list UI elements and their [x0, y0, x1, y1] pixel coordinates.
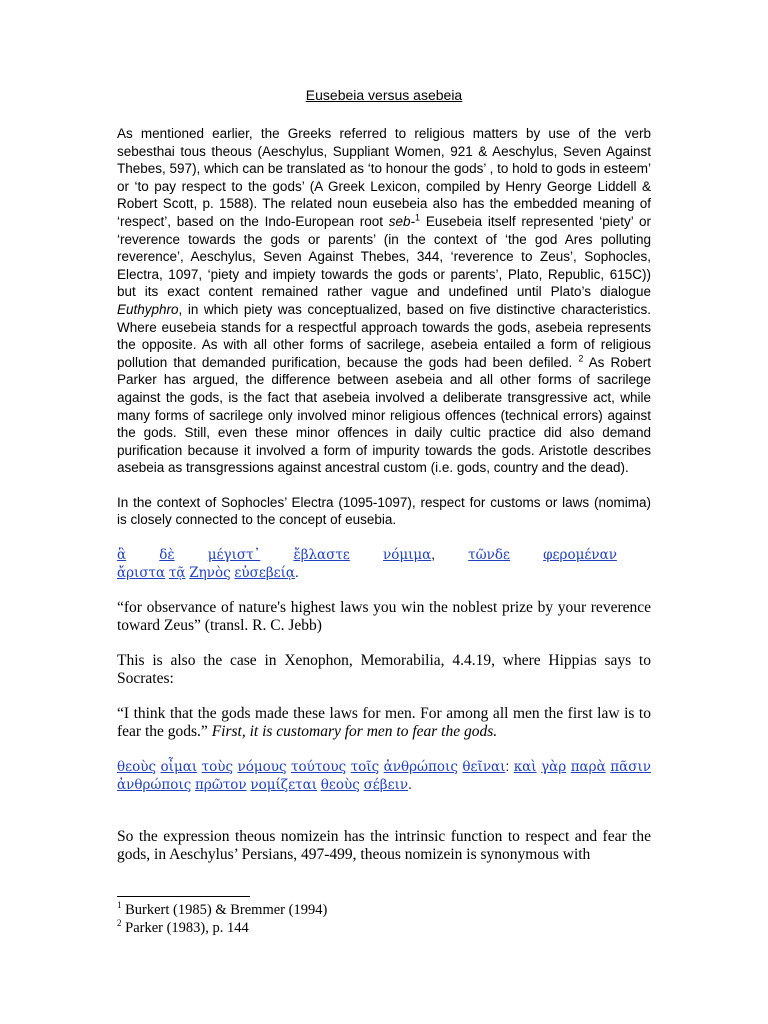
- greek-word-link[interactable]: παρὰ: [570, 759, 606, 776]
- greek-word-link[interactable]: τούτους: [291, 759, 347, 776]
- quote-hippias-italic: First, it is customary for men to fear the gods.: [211, 723, 498, 741]
- greek-line-3: [117, 758, 651, 776]
- greek-comma: ,: [431, 547, 436, 563]
- quote-jebb: “for observance of nature's highest laws you win the noblest prize by your reverence toward Zeus” (transl. R. C. Jebb): [117, 599, 651, 635]
- greek-word-link[interactable]: νόμιμα: [382, 547, 432, 564]
- footnotes: [117, 901, 327, 937]
- greek-line-2: [117, 564, 651, 582]
- greek-word-link[interactable]: πρῶτον: [195, 777, 247, 794]
- greek-quote-xenophon: [117, 758, 651, 794]
- greek-quote-electra: [117, 546, 651, 582]
- greek-word-link[interactable]: ἔβλαστε: [293, 547, 350, 564]
- greek-word-link[interactable]: νομίζεται: [250, 777, 317, 794]
- greek-word-link[interactable]: ἃ: [117, 547, 127, 564]
- greek-word-link[interactable]: εὐσεβείᾳ: [234, 565, 296, 582]
- greek-line-4: [117, 776, 651, 794]
- greek-line-1: [117, 546, 651, 564]
- greek-word-link[interactable]: μέγιστ᾽: [207, 547, 261, 564]
- greek-word-link[interactable]: Ζηνὸς: [189, 565, 231, 582]
- para1-text-a: As mentioned earlier, the Greeks referred to religious matters by use of the verb sebesthai tous theous (Aeschylus, Suppliant Women, 921 & Aeschylus, Seven Against Thebes, 597), which can be translated as ‘to honour the gods’ , to hold to gods in esteem’ or ‘to pay respect to the gods’ (A Greek Lexicon, compiled by Henry George Liddell & Robert Scott, p. 1588). The related noun eusebeia also has the embedded meaning of ‘respect’, based on the Indo-European root: [117, 126, 651, 229]
- greek-word-link[interactable]: θεῖναι: [462, 759, 506, 776]
- footnote-text: Parker (1983), p. 144: [121, 920, 249, 936]
- footnote-number: 2: [117, 918, 122, 929]
- paragraph-xenophon: This is also the case in Xenophon, Memorabilia, 4.4.19, where Hippias says to Socrates:: [117, 652, 651, 688]
- footnote-text: Burkert (1985) & Bremmer (1994): [121, 902, 328, 918]
- greek-word-link[interactable]: γὰρ: [541, 759, 567, 776]
- greek-word-link[interactable]: τᾷ: [168, 565, 186, 582]
- greek-word-link[interactable]: οἶμαι: [160, 759, 198, 776]
- euthyphro-title: Euthyphro: [117, 301, 179, 317]
- greek-word-link[interactable]: ἄριστα: [117, 565, 166, 582]
- footnote-ref-1[interactable]: 1: [415, 212, 421, 223]
- greek-word-link[interactable]: νόμους: [237, 759, 287, 776]
- greek-word-link[interactable]: θεοὺς: [117, 759, 157, 776]
- greek-word-link[interactable]: ἀνθρώποις: [383, 759, 458, 776]
- paragraph-electra: In the context of Sophocles’ Electra (1095-1097), respect for customs or laws (nomima) is closely connected to the concept of eusebia.: [117, 494, 651, 528]
- quote-hippias-text: “I think that the gods made these laws for men. For among all men the first law is to fear the gods.”: [117, 705, 651, 741]
- greek-word-link[interactable]: φερομέναν: [543, 547, 617, 564]
- greek-period: .: [408, 777, 412, 793]
- greek-period: .: [295, 565, 299, 581]
- document-body: [117, 86, 651, 864]
- footnote-ref-2[interactable]: 2: [578, 353, 584, 364]
- footnote-1: [117, 901, 327, 919]
- footnote-2: [117, 919, 327, 937]
- greek-word-link[interactable]: καὶ: [513, 759, 537, 776]
- paragraph-intro: [117, 125, 651, 477]
- paragraph-persians: So the expression theous nomizein has the intrinsic function to respect and fear the gods, in Aeschylus’ Persians, 497-499, theous nomizein is synonymous with: [117, 828, 651, 864]
- footnote-number: 1: [117, 900, 122, 911]
- greek-word-link[interactable]: τοῖς: [350, 759, 380, 776]
- greek-word-link[interactable]: τῶνδε: [468, 547, 510, 564]
- greek-word-link[interactable]: δὲ: [159, 547, 175, 564]
- page-title: Eusebeia versus asebeia: [305, 87, 463, 103]
- root-seb: seb-: [388, 213, 416, 229]
- greek-word-link[interactable]: θεοὺς: [320, 777, 360, 794]
- greek-word-link[interactable]: πᾶσιν: [610, 759, 651, 776]
- greek-word-link[interactable]: τοὺς: [201, 759, 234, 776]
- para1-text-b: Eusebeia itself represented ‘piety’ or ‘reverence towards the gods or parents’ (in the context of ‘the god Ares polluting reverence’, Aeschylus, Seven Against Thebes, 344, ‘reverence to Zeus’, Sophocles, Electra, 1097, ‘piety and impiety towards the gods or parents’, Plato, Republic, 615C)) but its exact content remained rather vague and undefined until Plato’s dialogue: [117, 213, 651, 300]
- para1-text-d: As Robert Parker has argued, the difference between asebeia and all other forms of sacrilege against the gods, is the fact that asebeia involved a deliberate transgressive act, while many forms of sacrilege only involved minor religious offences (technical errors) against the gods. Still, even these minor offences in daily cultic practice did also demand purification because it involved a form of impurity towards the gods. Aristotle describes asebeia as transgressions against ancestral custom (i.e. gods, country and the dead).: [117, 354, 651, 476]
- quote-hippias: [117, 705, 651, 741]
- greek-word-link[interactable]: σέβειν: [363, 777, 409, 794]
- greek-colon: :: [505, 759, 510, 775]
- greek-word-link[interactable]: ἀνθρώποις: [117, 777, 192, 794]
- para1-text-c: , in which piety was conceptualized, based on five distinctive characteristics. Where eusebeia stands for a respectful approach towards the gods, asebeia represents the opposite. As with all other forms of sacrilege, asebeia entailed a form of religious pollution that demanded purification, because the gods had been defiled.: [117, 301, 651, 370]
- footnote-divider: [117, 896, 250, 897]
